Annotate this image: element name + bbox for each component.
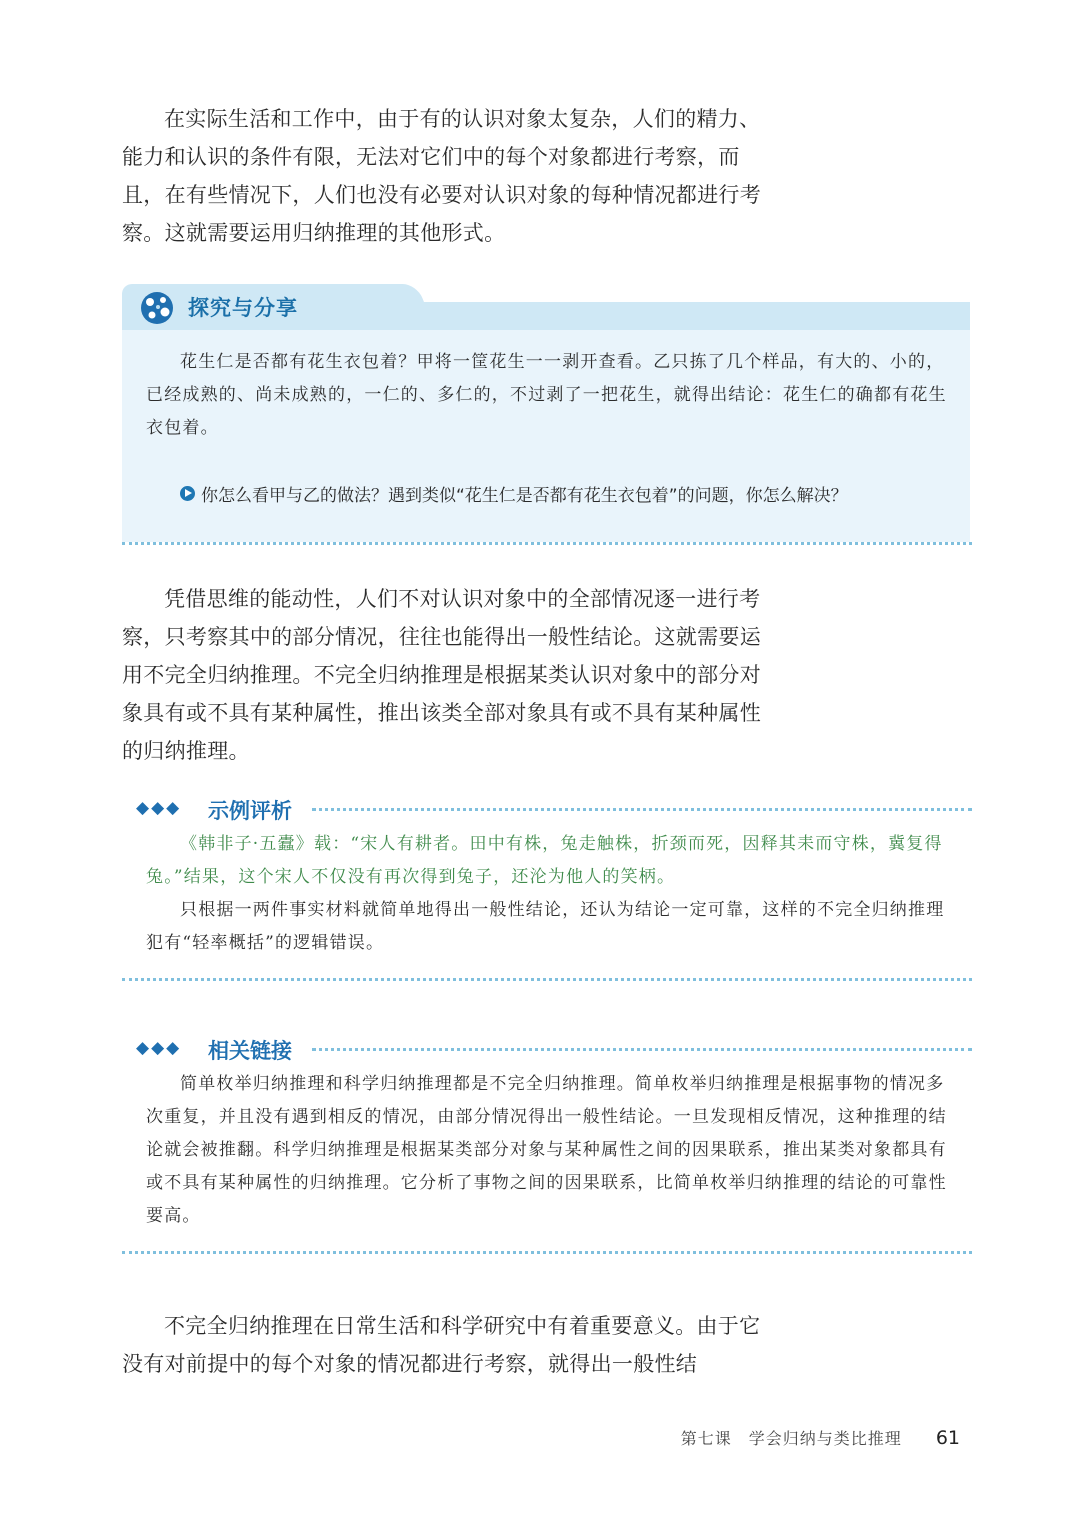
explore-question-text: 你怎么看甲与乙的做法？遇到类似“花生仁是否都有花生衣包着”的问题，你怎么解决？ <box>201 486 848 506</box>
diamond-icon: ◆◆◆ <box>136 1038 182 1058</box>
incomplete-induction-paragraph: 凭借思维的能动性，人们不对认识对象中的全部情况逐一进行考察，只考察其中的部分情况，往往也能得出一般性结论。这就需要运用不完全归纳推理。不完全归纳推理是根据某类认识对象中的部分对象具有或不具有某种属性，推出该类全部对象具有或不具有某种属性的归纳推理。 <box>122 587 761 763</box>
related-link-section <box>122 1032 972 1254</box>
explore-divider <box>122 542 972 545</box>
related-link-title: 相关链接 <box>208 1035 300 1065</box>
related-link-header <box>122 1032 972 1068</box>
section-dotted-line <box>312 1048 972 1051</box>
section-divider <box>122 978 972 981</box>
page-footer <box>681 1426 960 1449</box>
section-dotted-line <box>312 808 972 811</box>
explore-question <box>180 481 848 506</box>
molecule-icon <box>138 290 176 326</box>
explore-share-box <box>122 284 972 544</box>
explore-title: 探究与分享 <box>188 296 298 320</box>
lesson-title: 第七课 学会归纳与类比推理 <box>680 1429 902 1448</box>
significance-paragraph: 不完全归纳推理在日常生活和科学研究中有着重要意义。由于它没有对前提中的每个对象的情况都进行考察，就得出一般性结 <box>122 1314 761 1376</box>
section-divider <box>122 1251 972 1254</box>
related-link-text: 简单枚举归纳推理和科学归纳推理都是不完全归纳推理。简单枚举归纳推理是根据事物的情况多次重复，并且没有遇到相反的情况，由部分情况得出一般性结论。一旦发现相反情况，这种推理的结论就会被推翻。科学归纳推理是根据某类部分对象与某种属性之间的因果联系，推出某类对象都具有或不具有某种属性的归纳推理。它分析了事物之间的因果联系，比简单枚举归纳推理的结论的可靠性要高。 <box>146 1074 947 1226</box>
example-analysis-text: 只根据一两件事实材料就简单地得出一般性结论，还认为结论一定可靠，这样的不完全归纳推理犯有“轻率概括”的逻辑错误。 <box>146 900 945 953</box>
intro-paragraph: 在实际生活和工作中，由于有的认识对象太复杂，人们的精力、能力和认识的条件有限，无法对它们中的每个对象都进行考察，而且，在有些情况下，人们也没有必要对认识对象的每种情况都进行考察。这就需要运用归纳推理的其他形式。 <box>122 107 761 245</box>
example-analysis-title: 示例评析 <box>208 795 300 825</box>
page-number: 61 <box>935 1427 960 1449</box>
diamond-icon: ◆◆◆ <box>136 798 182 818</box>
example-analysis-header <box>122 792 972 828</box>
explore-text: 花生仁是否都有花生衣包着？甲将一筐花生一一剥开查看。乙只拣了几个样品，有大的、小的，已经成熟的、尚未成熟的，一仁的、多仁的，不过剥了一把花生，就得出结论：花生仁的确都有花生衣包着。 <box>146 352 947 438</box>
example-quote: 《韩非子·五蠹》载：“宋人有耕者。田中有株，兔走触株，折颈而死，因释其耒而守株，冀复得兔。”结果，这个宋人不仅没有再次得到兔子，还沦为他人的笑柄。 <box>146 834 943 887</box>
play-icon <box>180 486 195 501</box>
example-analysis-section <box>122 792 972 981</box>
